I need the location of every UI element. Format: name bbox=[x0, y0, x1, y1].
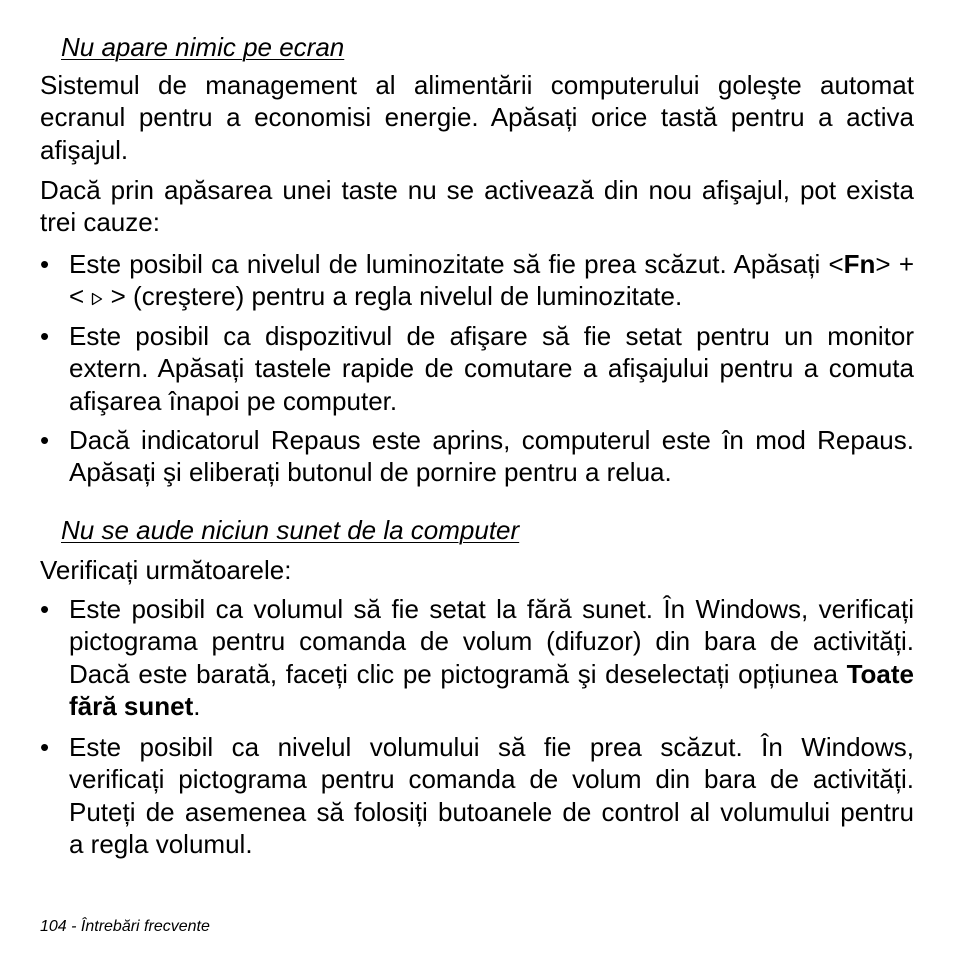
paragraph-line: afişajul. bbox=[40, 134, 129, 165]
bullet-marker: • bbox=[40, 321, 50, 351]
list-item-brightness bbox=[40, 248, 914, 313]
paragraph-line: Este posibil ca volumul să fie setat la fără sunet. În Windows, verificați bbox=[69, 594, 914, 624]
list-item-body bbox=[69, 248, 914, 313]
list-item-body bbox=[69, 320, 914, 417]
paragraph-line bbox=[69, 248, 914, 280]
text-segment: > (creştere) pentru a regla nivelul de luminozitate. bbox=[103, 281, 683, 312]
text-segment: Dacă este barată, faceți clic pe pictogramă şi deselectați opțiunea bbox=[69, 658, 847, 689]
list-item-body bbox=[69, 424, 914, 489]
paragraph-line: Sistemul de management al alimentării computerului goleşte automat bbox=[40, 70, 914, 100]
paragraph-line: Dacă indicatorul Repaus este aprins, computerul este în mod Repaus. bbox=[69, 425, 914, 455]
paragraph-line: Apăsați şi eliberați butonul de pornire pentru a relua. bbox=[69, 457, 672, 488]
list-item-body bbox=[69, 731, 914, 861]
paragraph-line: afişarea înapoi pe computer. bbox=[69, 385, 398, 416]
paragraph-line: pictograma pentru comanda de volum (difuzor) din bara de activități. bbox=[69, 626, 914, 657]
bullet-marker: • bbox=[40, 594, 50, 624]
key-label-fn: Fn bbox=[843, 249, 876, 279]
paragraph-power-management bbox=[40, 69, 914, 166]
section-heading-no-display: Nu apare nimic pe ecran bbox=[61, 32, 345, 62]
paragraph-line bbox=[69, 690, 914, 722]
paragraph-line: verificați pictograma pentru comanda de volum din bara de activități. bbox=[69, 764, 914, 795]
text-segment: . bbox=[193, 691, 201, 722]
bullet-marker: • bbox=[40, 249, 50, 279]
paragraph-line: ecranul pentru a economisi energie. Apăsați orice tastă pentru a activa bbox=[40, 102, 914, 133]
bullet-marker: • bbox=[40, 425, 50, 455]
section-heading-no-sound: Nu se aude niciun sunet de la computer bbox=[61, 515, 520, 545]
page-footer: 104 - Întrebări frecvente bbox=[40, 918, 210, 935]
paragraph-line: Este posibil ca dispozitivul de afişare să fie setat pentru un monitor bbox=[69, 321, 914, 351]
paragraph-check-following bbox=[40, 554, 914, 586]
paragraph-line: Este posibil ca nivelul volumului să fie prea scăzut. În Windows, bbox=[69, 732, 914, 762]
text-segment: Este posibil ca nivelul de luminozitate să fie prea scăzut. Apăsați < bbox=[69, 249, 844, 279]
paragraph-line: Puteți de asemenea să folosiți butoanele de control al volumului pentru bbox=[69, 796, 914, 827]
option-label-mute-all: Toate bbox=[846, 658, 914, 689]
paragraph-line: extern. Apăsați tastele rapide de comutare a afişajului pentru a comuta bbox=[69, 353, 914, 384]
paragraph-line: Dacă prin apăsarea unei taste nu se activează din nou afişajul, pot exista bbox=[40, 175, 914, 205]
bullet-marker: • bbox=[40, 732, 50, 762]
paragraph-line: a regla volumul. bbox=[69, 829, 253, 860]
list-item-low-volume bbox=[40, 731, 914, 861]
triangle-right-icon bbox=[91, 292, 103, 306]
option-label-mute-all: fără sunet bbox=[69, 691, 194, 722]
text-segment: > + bbox=[875, 249, 914, 279]
paragraph-three-causes bbox=[40, 174, 914, 239]
paragraph-line: Verificați următoarele: bbox=[40, 555, 292, 585]
list-item-body bbox=[69, 593, 914, 723]
list-item-muted-volume bbox=[40, 593, 914, 723]
text-segment: < bbox=[69, 281, 92, 312]
paragraph-line: trei cauze: bbox=[40, 207, 160, 238]
paragraph-line bbox=[69, 280, 914, 312]
list-item-sleep-mode bbox=[40, 424, 914, 489]
paragraph-line bbox=[69, 658, 914, 690]
list-item-external-monitor bbox=[40, 320, 914, 417]
